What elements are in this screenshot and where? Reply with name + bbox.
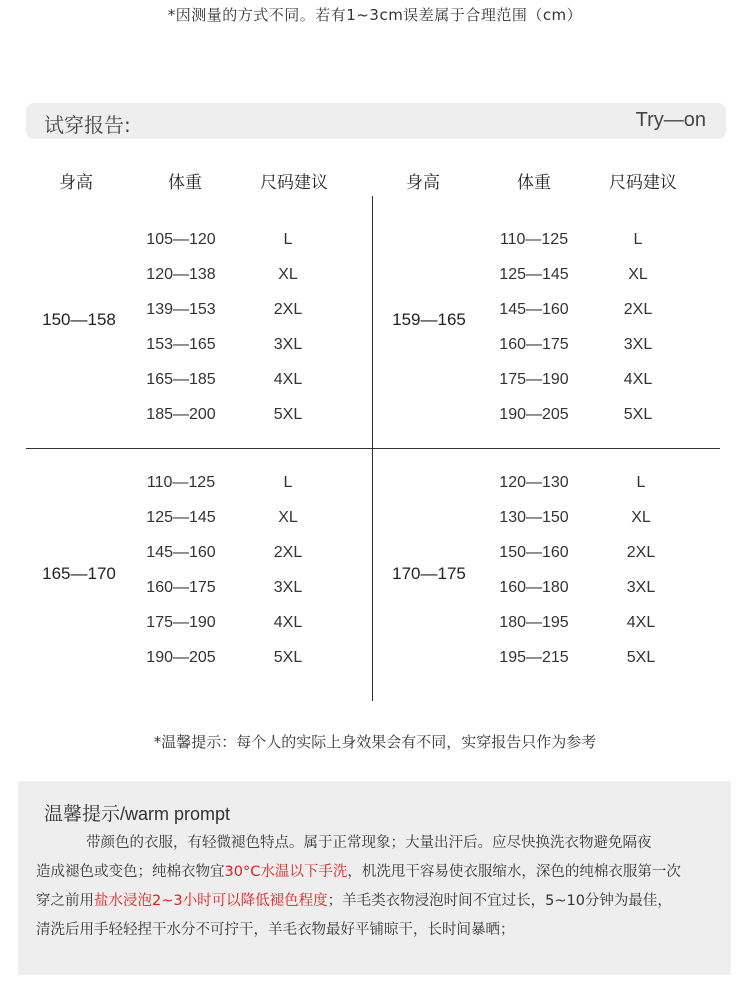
care-line — [36, 887, 720, 916]
weight-cell: 185—200 — [146, 406, 216, 423]
weight-cell: 160—175 — [146, 579, 216, 596]
warm-prompt-title — [44, 799, 230, 826]
weight-cell: 120—130 — [499, 474, 569, 491]
care-line: 清洗后用手轻轻捏干水分不可拧干，羊毛衣物最好平铺晾干，长时间暴晒； — [36, 922, 515, 938]
weight-cell: 110—125 — [146, 474, 216, 491]
height-range-label: 165—170 — [42, 564, 116, 583]
weight-cell: 190—205 — [499, 406, 569, 423]
weight-cell: 110—125 — [499, 231, 569, 248]
report-title: 试穿报告: — [44, 113, 131, 137]
header-height-left: 身高 — [59, 173, 93, 193]
care-text: 穿之前用 — [36, 893, 94, 909]
divider-horizontal — [26, 448, 720, 449]
care-line — [36, 858, 720, 887]
size-cell: 3XL — [273, 579, 303, 596]
care-instructions — [36, 829, 720, 945]
size-cell: XL — [278, 266, 298, 283]
header-height-right: 身高 — [406, 173, 440, 193]
weight-cell: 175—190 — [146, 614, 216, 631]
size-cell: XL — [628, 266, 648, 283]
weight-cell: 190—205 — [146, 649, 216, 666]
warm-prompt-title-en: /warm prompt — [120, 804, 231, 824]
weight-cell: 150—160 — [499, 544, 569, 561]
weight-cell: 145—160 — [499, 301, 569, 318]
size-cell: 4XL — [623, 371, 653, 388]
size-cell: 2XL — [623, 301, 653, 318]
weight-cell: 165—185 — [146, 371, 216, 388]
size-cell: L — [636, 474, 646, 491]
report-title-en: Try—on — [635, 109, 706, 131]
report-header-bar — [26, 103, 726, 139]
size-cell: 5XL — [273, 649, 303, 666]
care-text: ，机洗甩干容易使衣服缩水，深色的纯棉衣服第一次 — [347, 864, 681, 880]
weight-cell: 125—145 — [146, 509, 216, 526]
care-text: 造成褪色或变色；纯棉衣物宜 — [36, 864, 225, 880]
care-text: ；羊毛类衣物浸泡时间不宜过长，5~10分钟为最佳， — [327, 893, 672, 909]
size-cell: 5XL — [273, 406, 303, 423]
weight-cell: 120—138 — [146, 266, 216, 283]
size-cell: 2XL — [273, 301, 303, 318]
weight-cell: 160—175 — [499, 336, 569, 353]
header-size-right: 尺码建议 — [609, 173, 677, 193]
size-cell: L — [283, 474, 293, 491]
size-cell: 3XL — [623, 336, 653, 353]
care-highlight: 30°C水温以下手洗 — [224, 864, 348, 880]
size-cell: 5XL — [626, 649, 656, 666]
header-weight-left: 体重 — [168, 173, 202, 193]
measurement-note: *因测量的方式不同。若有1~3cm误差属于合理范围（cm） — [167, 6, 583, 24]
fit-disclaimer: *温馨提示：每个人的实际上身效果会有不同，实穿报告只作为参考 — [153, 733, 597, 751]
size-cell: 4XL — [273, 614, 303, 631]
weight-cell: 160—180 — [499, 579, 569, 596]
header-weight-right: 体重 — [517, 173, 551, 193]
header-size-left: 尺码建议 — [260, 173, 328, 193]
care-line: 带颜色的衣服，有轻微褪色特点。属于正常现象；大量出汗后。应尽快换洗衣物避免隔夜 — [86, 835, 652, 851]
weight-cell: 105—120 — [146, 231, 216, 248]
size-cell: XL — [278, 509, 298, 526]
size-cell: L — [283, 231, 293, 248]
size-cell: 3XL — [273, 336, 303, 353]
size-cell: 4XL — [626, 614, 656, 631]
weight-cell: 130—150 — [499, 509, 569, 526]
weight-cell: 145—160 — [146, 544, 216, 561]
weight-cell: 139—153 — [146, 301, 216, 318]
size-cell: L — [633, 231, 643, 248]
size-cell: 2XL — [626, 544, 656, 561]
warm-prompt-title-cn: 温馨提示 — [44, 803, 121, 825]
size-cell: 2XL — [273, 544, 303, 561]
height-range-label: 170—175 — [392, 564, 466, 583]
weight-cell: 175—190 — [499, 371, 569, 388]
size-cell: 5XL — [623, 406, 653, 423]
weight-cell: 180—195 — [499, 614, 569, 631]
care-highlight: 盐水浸泡2~3小时可以降低褪色程度 — [94, 893, 328, 909]
height-range-label: 150—158 — [42, 310, 116, 329]
size-cell: XL — [631, 509, 651, 526]
weight-cell: 153—165 — [146, 336, 216, 353]
size-cell: 3XL — [626, 579, 656, 596]
height-range-label: 159—165 — [392, 310, 466, 329]
warm-prompt-panel — [18, 781, 731, 975]
size-cell: 4XL — [273, 371, 303, 388]
weight-cell: 195—215 — [499, 649, 569, 666]
weight-cell: 125—145 — [499, 266, 569, 283]
